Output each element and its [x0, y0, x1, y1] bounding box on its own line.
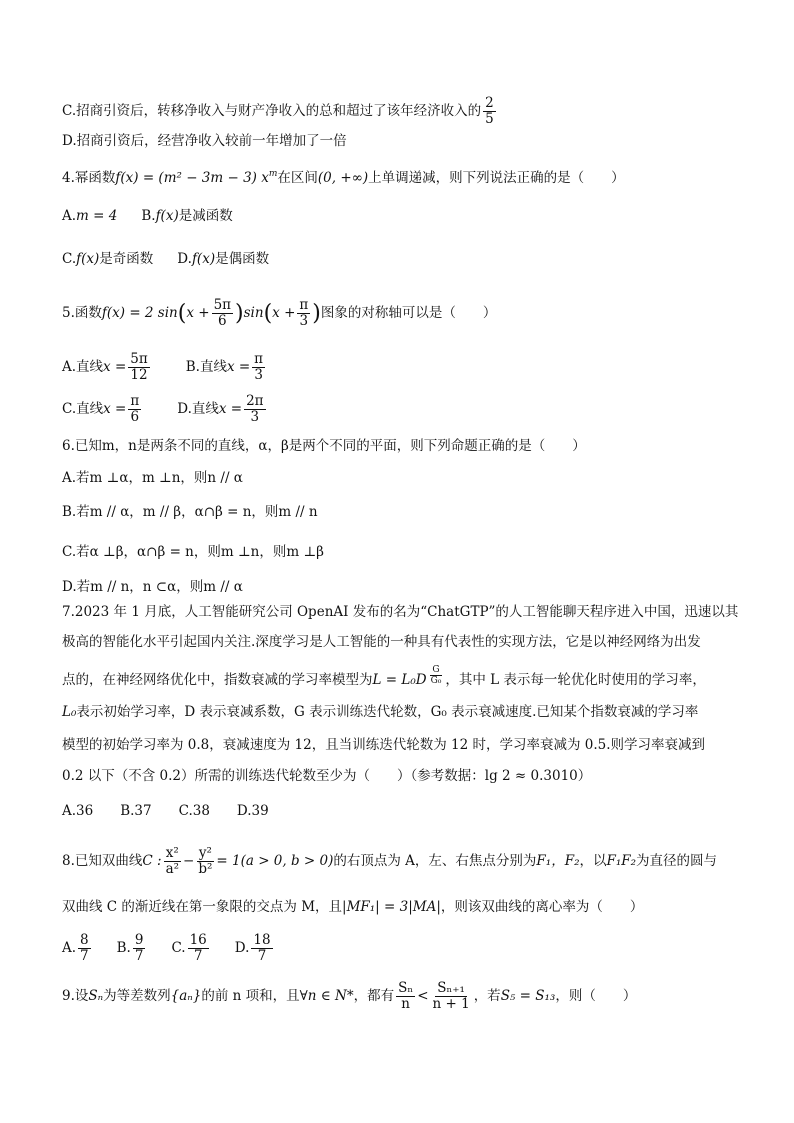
- fraction-sn-n: $\frac{\text{Sₙ}}{n}$: [398, 980, 414, 1012]
- q6-option-c: C.若α ⊥β，α∩β = n，则m ⊥n，则m ⊥β: [62, 544, 324, 560]
- q4-option-b-fx: f(x): [155, 208, 179, 224]
- fraction-2pi-3: $\frac{2\pi}{3}$: [246, 393, 264, 425]
- q7-model: L = L₀D $\frac{G}{\text{G₀}}$: [372, 665, 442, 688]
- fraction-x2-a2: $\frac{\text{x²}}{\text{a²}}$: [165, 845, 180, 877]
- q4-option-b: 是减函数: [178, 208, 233, 224]
- q5-option-a-x: x =: [103, 359, 127, 375]
- q9-seq-label: 为等差数列: [103, 988, 171, 1004]
- fraction-sn1-n1: $\frac{\text{Sₙ₊₁}}{n + 1}$: [432, 980, 470, 1012]
- fraction-8-7: $\frac{8}{7}$: [80, 932, 89, 964]
- fraction-16-7: $\frac{16}{7}$: [189, 932, 207, 964]
- q8-eq: = 1(a > 0, b > 0): [216, 853, 334, 869]
- question-6: 6.已知m，n是两条不同的直线，α，β是两个不同的平面，则下列命题正确的是（ ）: [62, 438, 586, 454]
- q9-all-have: ，都有: [353, 988, 395, 1004]
- q5-option-c-label: C.直线: [62, 401, 104, 417]
- q7-line-2: 极高的智能化水平引起国内关注.深度学习是人工智能的一种具有代表性的实现方法，它是以神经网络为出发: [62, 634, 701, 650]
- q8-line-2-b: ，则该双曲线的离心率为（ ）: [440, 899, 644, 915]
- q4-tail: 上单调递减，则下列说法正确的是（ ）: [368, 170, 625, 186]
- q9-seq: {aₙ}: [170, 988, 202, 1004]
- q8-options: [62, 933, 275, 964]
- q4-options-cd: [62, 250, 269, 268]
- q9-if: ，若: [473, 988, 501, 1004]
- q6-option-a: A.若m ⊥α，m ⊥n，则n // α: [62, 470, 243, 486]
- q7-line-3: [62, 665, 706, 689]
- fraction-pi-3-b: $\frac{\pi}{3}$: [254, 351, 264, 383]
- fraction-9-7: $\frac{9}{7}$: [134, 932, 144, 964]
- q8-diameter: F₁F₂: [606, 853, 637, 869]
- q7-line-6: 0.2 以下（不含 0.2）所需的训练迭代轮数至少为（ ）（参考数据：lg 2 ≈ 0.3010）: [62, 768, 592, 784]
- fraction-pi-6: $\frac{\pi}{6}$: [130, 393, 140, 425]
- q4-option-d-label: D.: [177, 251, 192, 267]
- q8-option-b-label: B.: [116, 940, 131, 956]
- q8-with: ，以: [579, 853, 607, 869]
- fraction-18-7: $\frac{18}{7}$: [253, 932, 271, 964]
- q7-line-4-text: 表示初始学习率，D 表示衰减系数，G 表示训练迭代轮数，G₀ 表示衰减速度.已知某个指数衰减的学习率: [76, 704, 699, 720]
- question-4: [62, 165, 625, 187]
- q5-option-a-label: A.直线: [62, 359, 104, 375]
- q8-curve: C :: [142, 853, 162, 869]
- q8-option-d-label: D.: [234, 940, 250, 956]
- q8-option-c-label: C.: [171, 940, 186, 956]
- q4-option-c-label: C.: [62, 251, 77, 267]
- fraction-pi-3: $\frac{\pi}{3}$: [299, 297, 309, 329]
- q7-line-3-b: ，其中 L 表示每一轮优化时使用的学习率，: [445, 672, 706, 688]
- q5-sin: sin: [243, 305, 264, 321]
- q9-prefix: 9.设: [62, 988, 89, 1004]
- q5-func: f(x) = 2 sin: [101, 305, 178, 321]
- q8-prefix: 8.已知双曲线: [62, 853, 143, 869]
- q9-sn: Sₙ: [88, 988, 104, 1004]
- q7-line-5: 模型的初始学习率为 0.8，衰减速度为 12，且当训练迭代轮数为 12 时，学习率衰减为 0.5.则学习率衰减到: [62, 737, 706, 753]
- q4-prefix: 4.幂函数: [62, 170, 116, 186]
- q5-options-cd: [62, 394, 268, 425]
- q9-condition: S₅ = S₁₃: [500, 988, 556, 1004]
- q8-foci: F₁，F₂: [536, 853, 580, 869]
- q4-option-b-label: B.: [141, 208, 156, 224]
- q8-line-2-a: 双曲线 C 的渐近线在第一象限的交点为 M，且: [62, 899, 343, 915]
- fraction-5pi-6: $\frac{5\pi}{6}$: [213, 297, 232, 329]
- question-9: 9.设Sₙ为等差数列{aₙ}的前 n 项和，且∀n ∈ N*，都有 $\frac{\text{Sₙ}}{n}$ < $\frac{\text{Sₙ₊₁}}{n + 1}$ ，若S₅ = S₁₃，则（ ）: [62, 980, 637, 1012]
- q9-tail: ，则（ ）: [555, 988, 637, 1004]
- q5-arg1: x +: [186, 305, 210, 321]
- fraction-y2-b2: $\frac{\text{y²}}{\text{b²}}$: [198, 845, 213, 877]
- q7-line-3-a: 点的，在神经网络优化中，指数衰减的学习率模型为: [62, 672, 373, 688]
- q3-option-c: [62, 96, 498, 127]
- fraction-2-5: $\frac{2}{5}$: [485, 95, 494, 127]
- q8-option-a-label: A.: [62, 940, 77, 956]
- q7-line-4: [62, 703, 698, 721]
- q4-option-c-fx: f(x): [76, 251, 100, 267]
- q8-condition: |MF₁| = 3|MA|: [342, 899, 441, 915]
- q5-options-ab: [62, 352, 267, 383]
- q4-interval: (0, +∞): [317, 170, 369, 186]
- q4-options-ab: [62, 207, 233, 225]
- q8-foci-text: 的右顶点为 A，左、右焦点分别为: [333, 853, 537, 869]
- q5-prefix: 5.函数: [62, 305, 102, 321]
- q4-function: f(x) = (m² − 3m − 3) $x^m$: [115, 169, 278, 186]
- q5-option-d-x: x =: [218, 401, 243, 417]
- q8-line-1-tail: 为直径的圆与: [636, 853, 718, 869]
- q5-option-d-label: D.直线: [177, 401, 219, 417]
- q5-tail: 图象的对称轴可以是（ ）: [320, 305, 497, 321]
- q7-options: A.36 B.37 C.38 D.39: [62, 803, 269, 819]
- q7-l0: L₀: [62, 704, 77, 720]
- q4-option-d: 是偶函数: [215, 251, 270, 267]
- q4-interval-label: 在区间: [277, 170, 318, 186]
- q5-option-b-label: B.直线: [185, 359, 227, 375]
- q9-forall: ∀n ∈ N*: [299, 988, 354, 1004]
- q3-option-c-text: C.招商引资后，转移净收入与财产净收入的总和超过了该年经济收入的: [62, 103, 482, 119]
- question-8-line-1: 8.已知双曲线C : $\frac{\text{x²}}{\text{a²}}$ − $\frac{\text{y²}}{\text{b²}}$ = 1(a > 0, b > 0)的右顶点为 A，左、右焦点分别为F₁，F₂，以F₁F₂为直径的圆与: [62, 845, 718, 877]
- q5-option-b-x: x =: [226, 359, 251, 375]
- q4-option-a: m = 4: [76, 208, 118, 224]
- fraction-5pi-12: $\frac{5\pi}{12}$: [130, 351, 148, 383]
- question-5: 5.函数f(x) = 2 sin(x + $\frac{5\pi}{6}$ )sin(x + $\frac{\pi}{3}$ )图象的对称轴可以是（ ）: [62, 297, 497, 329]
- q7-line-1: 7.2023 年 1 月底，人工智能研究公司 OpenAI 发布的名为“ChatGTP”的人工智能聊天程序进入中国，迅速以其: [62, 604, 739, 620]
- q4-option-d-fx: f(x): [191, 251, 216, 267]
- q5-arg2: x +: [272, 305, 296, 321]
- q6-option-b: B.若m // α，m // β，α∩β = n，则m // n: [62, 504, 318, 520]
- q6-option-d: D.若m // n，n ⊂α，则m // α: [62, 579, 243, 595]
- q5-option-c-x: x =: [103, 401, 127, 417]
- question-8-line-2: [62, 898, 643, 916]
- q3-option-d: D.招商引资后，经营净收入较前一年增加了一倍: [62, 133, 347, 149]
- q9-sum-label: 的前 n 项和，且: [201, 988, 300, 1004]
- q4-option-a-label: A.: [62, 208, 77, 224]
- q4-option-c: 是奇函数: [99, 251, 154, 267]
